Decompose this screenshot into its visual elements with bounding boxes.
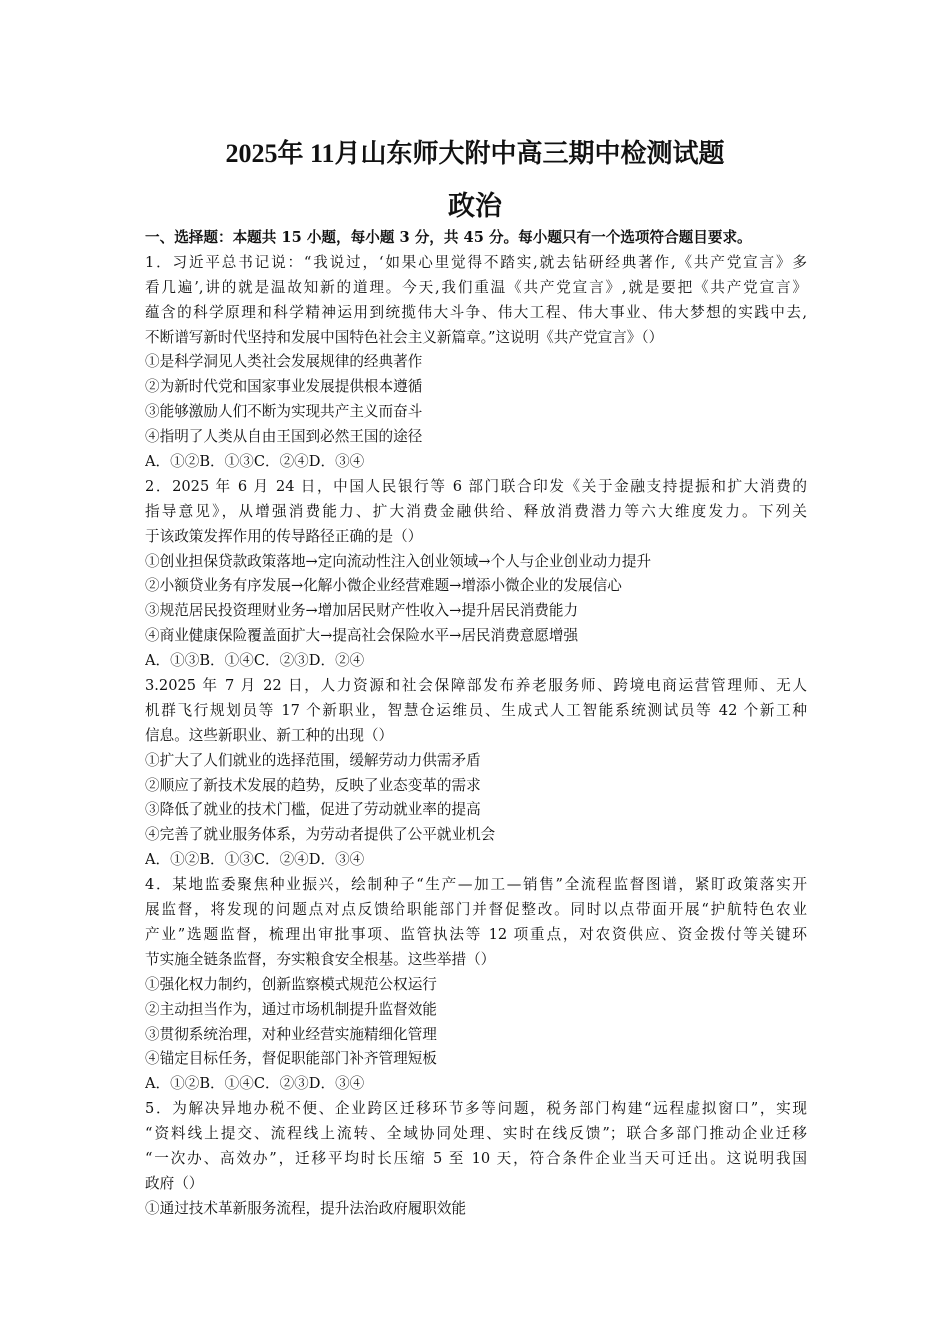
question-1-stem-line: 不断谱写新时代坚持和发展中国特色社会主义新篇章。”这说明《共产党宣言》（）: [145, 328, 664, 346]
question-5-stem-line: “一次办、高效办”，迁移平均时长压缩 5 至 10 天，符合条件企业当天可迁出。这说明我国: [145, 1149, 807, 1167]
question-4-stem-line: 4．某地监委聚焦种业振兴，绘制种子“生产—加工—销售”全流程监督图谱，紧盯政策落实开: [145, 876, 807, 894]
question-4-option: ②主动担当作为，通过市场机制提升监督效能: [145, 1000, 437, 1018]
question-2-stem-line: 2．2025 年 6 月 24 日，中国人民银行等 6 部门联合印发《关于金融支持提振和扩大消费的: [145, 477, 807, 495]
question-3-option: ②顺应了新技术发展的趋势，反映了业态变革的需求: [145, 776, 481, 794]
question-5-stem-line: 5．为解决异地办税不便、企业跨区迁移环节多等问题，税务部门构建“远程虚拟窗口”，实现: [145, 1100, 807, 1118]
question-2-option: ③规范居民投资理财业务→增加居民财产性收入→提升居民消费能力: [145, 602, 579, 620]
question-5-stem-line: 政府（）: [145, 1174, 204, 1192]
question-1-option: ①是科学洞见人类社会发展规律的经典著作: [145, 353, 423, 371]
question-1-stem-line: 看几遍’,讲的就是温故知新的道理。今天,我们重温《共产党宣言》,就是要把《共产党宣言》: [145, 278, 807, 296]
subject-title: 政治: [448, 191, 502, 221]
question-3-option: ③降低了就业的技术门槛，促进了劳动就业率的提高: [145, 801, 481, 819]
question-1-stem-line: 蕴含的科学原理和科学精神运用到统揽伟大斗争、伟大工程、伟大事业、伟大梦想的实践中去,: [145, 303, 807, 321]
question-2-stem-line: 于该政策发挥作用的传导路径正确的是（）: [145, 527, 423, 545]
question-4-stem-line: 节实施全链条监督，夯实粮食安全根基。这些举措（）: [145, 950, 496, 968]
question-4-stem-line: 产业”选题监督，梳理出审批事项、监管执法等 12 项重点，对农资供应、资金拨付等关键环: [145, 925, 807, 943]
question-4-stem-line: 展监督，将发现的问题点对点反馈给职能部门并督促整改。同时以点带面开展“护航特色农业: [145, 901, 807, 919]
question-3-stem-line: 3.2025 年 7 月 22 日，人力资源和社会保障部发布养老服务师、跨境电商运营管理师、无人: [145, 677, 807, 695]
exam-title: 2025年 11月山东师大附中高三期中检测试题: [225, 139, 725, 168]
question-3-option: ④完善了就业服务体系，为劳动者提供了公平就业机会: [145, 826, 496, 844]
question-4-option: ①强化权力制约，创新监察模式规范公权运行: [145, 975, 437, 993]
question-5-stem-line: “资料线上提交、流程线上流转、全域协同处理、实时在线反馈”；联合多部门推动企业迁移: [145, 1125, 807, 1143]
exam-body: [145, 226, 807, 1222]
question-1-stem-line: 1．习近平总书记说：“我说过，‘如果心里觉得不踏实,就去钻研经典著作,《共产党宣言》多: [145, 253, 807, 271]
question-4-answer-choices: A．①②B．①④C．②③D．③④: [145, 1075, 365, 1093]
question-1-answer-choices: A．①②B．①③C．②④D．③④: [145, 453, 365, 471]
section-heading: 一、选择题：本题共 15 小题，每小题 3 分，共 45 分。每小题只有一个选项符合题目要求。: [145, 229, 752, 246]
question-1-option: ④指明了人类从自由王国到必然王国的途径: [145, 428, 423, 446]
question-3-stem-line: 机群飞行规划员等 17 个新职业，智慧仓运维员、生成式人工智能系统测试员等 42 个新工种: [145, 701, 807, 719]
question-3-answer-choices: A．①②B．①③C．②④D．③④: [145, 851, 365, 869]
question-1-option: ③能够激励人们不断为实现共产主义而奋斗: [145, 403, 423, 421]
question-3-stem-line: 信息。这些新职业、新工种的出现（）: [145, 726, 394, 744]
question-1-option: ②为新时代党和国家事业发展提供根本遵循: [145, 378, 423, 396]
question-2-stem-line: 指导意见》，从增强消费能力、扩大消费金融供给、释放消费潜力等六大维度发力。下列关: [145, 502, 807, 520]
question-2-option: ②小额贷业务有序发展→化解小微企业经营难题→增添小微企业的发展信心: [145, 577, 622, 595]
question-4-option: ③贯彻系统治理，对种业经营实施精细化管理: [145, 1025, 437, 1043]
question-2-answer-choices: A．①③B．①④C．②③D．②④: [145, 652, 365, 670]
question-3-option: ①扩大了人们就业的选择范围，缓解劳动力供需矛盾: [145, 751, 481, 769]
question-2-option: ④商业健康保险覆盖面扩大→提高社会保险水平→居民消费意愿增强: [145, 627, 579, 645]
question-5-option: ①通过技术革新服务流程，提升法治政府履职效能: [145, 1199, 467, 1217]
question-2-option: ①创业担保贷款政策落地→定向流动性注入创业领域→个人与企业创业动力提升: [145, 552, 652, 570]
question-4-option: ④锚定目标任务，督促职能部门补齐管理短板: [145, 1050, 437, 1068]
